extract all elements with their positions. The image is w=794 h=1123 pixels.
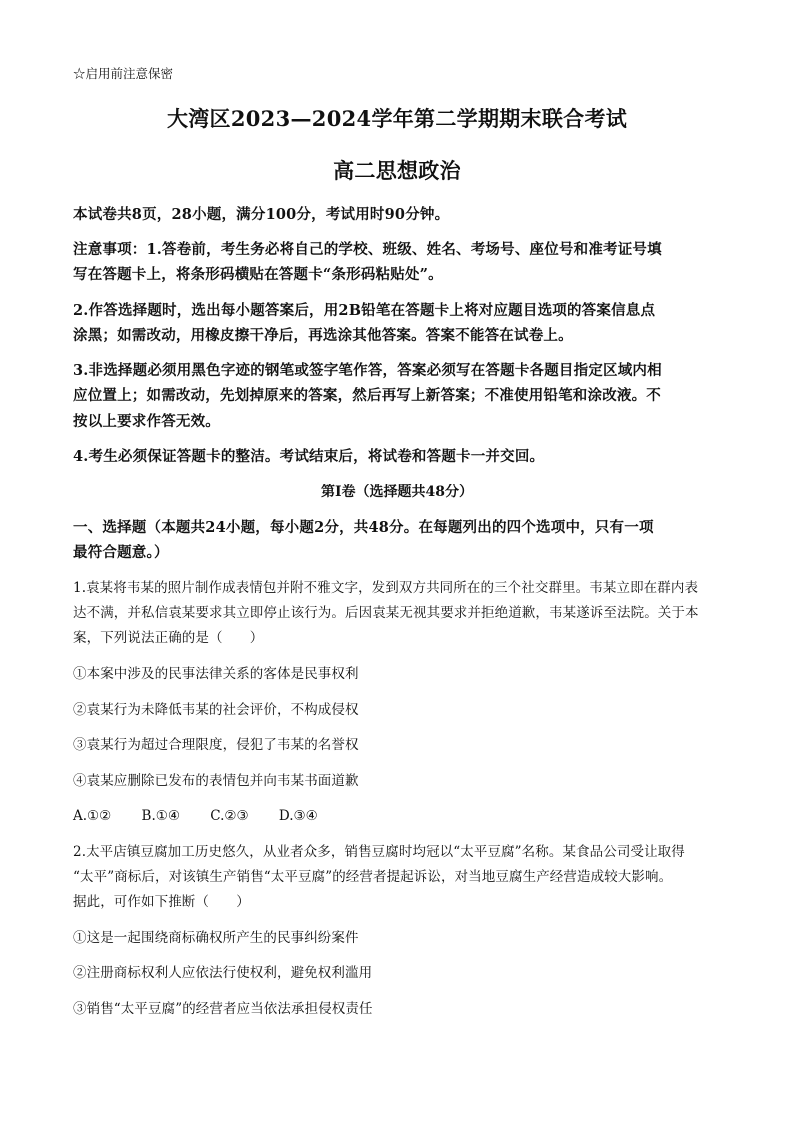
note-2-line-1: 2.作答选择题时，选出每小题答案后，用2B铅笔在答题卡上将对应题目选项的答案信息点 (73, 302, 656, 319)
q1-statement-3: ③袁某行为超过合理限度，侵犯了韦某的名誉权 (73, 737, 359, 753)
q1-option-a: A.①② (73, 808, 112, 824)
exam-intro: 本试卷共8页，28小题，满分100分，考试用时90分钟。 (73, 206, 450, 223)
q1-stem-line-1: 1.袁某将韦某的照片制作成表情包并附不雅文字，发到双方共同所在的三个社交群里。韦某立即在群内表 (73, 580, 699, 596)
q1-stem-line-3: 案，下列说法正确的是（ ） (73, 630, 264, 646)
q2-stem-line-1: 2.太平店镇豆腐加工历史悠久，从业者众多，销售豆腐时均冠以“太平豆腐”名称。某食品公司受让取得 (73, 844, 685, 860)
note-1-line-1: 注意事项：1.答卷前，考生务必将自己的学校、班级、姓名、考场号、座位号和准考证号填 (73, 241, 662, 258)
q2-statement-3: ③销售“太平豆腐”的经营者应当依法承担侵权责任 (73, 1001, 373, 1017)
exam-title: 大湾区2023—2024学年第二学期期末联合考试 (166, 106, 628, 131)
note-2-line-2: 涂黑；如需改动，用橡皮擦干净后，再选涂其他答案。答案不能答在试卷上。 (73, 327, 573, 344)
q1-stem-line-2: 达不满，并私信袁某要求其立即停止该行为。后因袁某无视其要求并拒绝道歉，韦某遂诉至法院。关于本 (73, 605, 699, 621)
note-3-line-3: 按以上要求作答无效。 (73, 413, 220, 430)
q1-statement-2: ②袁某行为未降低韦某的社会评价，不构成侵权 (73, 702, 359, 718)
q1-statement-4: ④袁某应删除已发布的表情包并向韦某书面道歉 (73, 773, 359, 789)
subject-title: 高二思想政治 (333, 158, 461, 183)
q2-statement-1: ①这是一起围绕商标确权所产生的民事纠纷案件 (73, 930, 359, 946)
part-heading-line-2: 最符合题意。） (73, 544, 169, 561)
q2-stem-line-2: “太平”商标后，对该镇生产销售“太平豆腐”的经营者提起诉讼，对当地豆腐生产经营造成较大影响。 (73, 869, 673, 885)
part-heading-line-1: 一、选择题（本题共24小题，每小题2分，共48分。在每题列出的四个选项中，只有一项 (73, 519, 654, 536)
note-3-line-1: 3.非选择题必须用黑色字迹的钢笔或签字笔作答，答案必须写在答题卡各题目指定区域内相 (73, 362, 662, 379)
q1-option-b: B.①④ (141, 808, 180, 824)
section-title: 第Ⅰ卷（选择题共48分） (320, 484, 474, 500)
q1-option-c: C.②③ (210, 808, 249, 824)
note-3-line-2: 应位置上；如需改动，先划掉原来的答案，然后再写上新答案；不准使用铅笔和涂改液。不 (73, 387, 661, 404)
note-1-line-2: 写在答题卡上，将条形码横贴在答题卡“条形码粘贴处”。 (73, 266, 443, 283)
q2-stem-line-3: 据此，可作如下推断（ ） (73, 894, 250, 910)
note-4: 4.考生必须保证答题卡的整洁。考试结束后，将试卷和答题卡一并交回。 (73, 448, 545, 465)
q2-statement-2: ②注册商标权利人应依法行使权利，避免权利滥用 (73, 965, 373, 981)
q1-statement-1: ①本案中涉及的民事法律关系的客体是民事权利 (73, 666, 359, 682)
confidential-notice: ☆启用前注意保密 (73, 66, 174, 81)
q1-options (73, 808, 344, 824)
q1-option-d: D.③④ (278, 808, 318, 824)
